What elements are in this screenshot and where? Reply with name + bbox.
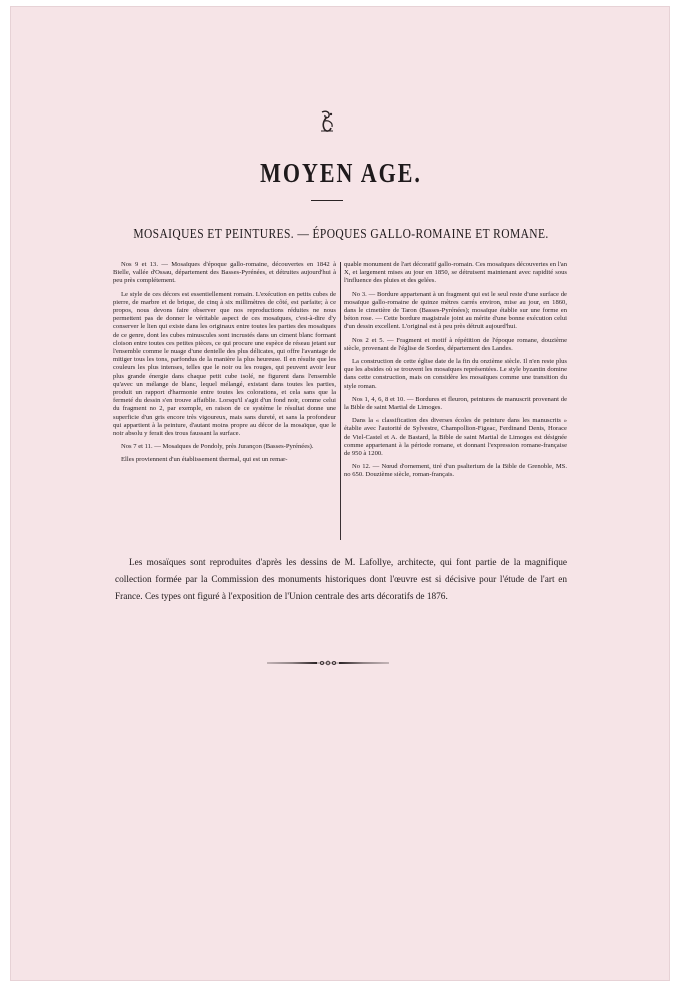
paragraph: No 3. — Bordure appartenant à un fragment qui est le seul reste d'une surface de mosaïque gallo-romaine de quinze mètres carrés environ, mise au jour, en 1860, dans le cimetière de Taron (Basses-Pyrénées); mosaïque établie sur une forme en béton rose. — Cette bordure magistrale joint au mérite d'une bonne exécution celui d'un dessin excellent. L'original est à peu près détruit aujourd'hui. (344, 290, 567, 331)
right-column (344, 261, 567, 480)
document-sheet (10, 6, 670, 981)
page-subtitle: MOSAIQUES ET PEINTURES. — ÉPOQUES GALLO-ROMAINE ET ROMANE. (133, 227, 549, 242)
paragraph: quable monument de l'art décoratif gallo-romain. Ces mosaïques découvertes en l'an X, et largement mises au jour en 1850, se détruisent maintenant avec rapidité sous l'influence des pluies et des gelées. (344, 261, 567, 285)
page-title: MOYEN AGE. (260, 157, 422, 189)
title-rule (311, 200, 343, 201)
paragraph: Elles proviennent d'un établissement thermal, qui est un remar- (121, 456, 288, 464)
ornamental-rule (267, 658, 389, 668)
footnote (115, 555, 567, 606)
paragraph: La construction de cette église date de la fin du onzième siècle. Il n'en reste plus que les absides où se trouvent les mosaïques représentées. Le style byzantin domine dans cette construction, mais on considère les mosaïques comme une transition du style roman. (344, 358, 567, 390)
paragraph: Nos 2 et 5. — Fragment et motif à répétition de l'époque romane, douzième siècle, provenant de l'église de Sordes, département des Landes. (344, 336, 567, 352)
footnote-text: Les mosaïques sont reproduites d'après les dessins de M. Lafollye, architecte, qui font partie de la magnifique collection formée par la Commission des monuments historiques dont l'œuvre est si décisive pour l'étude de l'art en France. Ces types ont figuré à l'exposition de l'Union centrale des arts décoratifs de 1876. (115, 558, 567, 602)
column-divider (340, 262, 341, 540)
paragraph: No 12. — Nœud d'ornement, tiré d'un psalterium de la Bible de Grenoble, MS. no 650. Douzième siècle, roman-français. (344, 463, 567, 479)
paragraph: Nos 1, 4, 6, 8 et 10. — Bordures et fleuron, peintures de manuscrit provenant de la Bible de saint Martial de Limoges. (344, 395, 567, 412)
fleuron-icon (316, 109, 338, 135)
left-column (113, 261, 336, 465)
paragraph: Nos 9 et 13. — Mosaïques d'époque gallo-romaine, découvertes en 1842 à Bielle, vallée d'Ossau, département des Basses-Pyrénées, et détruites aujourd'hui à peu près complétement. (113, 261, 336, 285)
paragraph: Le style de ces décors est essentiellement romain. L'exécution en petits cubes de pierre, de marbre et de brique, de cinq à six millimètres de côté, est parfaite; à ce propos, nous devons faire observer que nos reproductions réduites ne nous permettent pas de donner le véritable aspect de ces mosaïques, c'est-à-dire d'y conserver le lien qui existe dans les originaux entre toutes les parties des mosaïques de ce genre, dont les cubes minuscules sont incrustés dans un ciment blanc formant cloison entre toutes ces petites pièces, ce qui procure une espèce de réseau jetant sur l'ensemble comme le nuage d'une dentelle des plus délicates, qui offre l'avantage de mitiger tous les tons, parfondus de la manière la plus heureuse. Il en résulte que les couleurs les plus intenses, telles que le noir ou les rouges, qui peuvent avoir leur plus grande énergie dans chaque petit cube isolé, ne figurent dans l'ensemble qu'avec un mélange de blanc, lequel mélangé, existant dans toutes les parties, produit un rapport d'harmonie entre toutes les colorations, et cela sans que la fermeté du dessin s'en trouve affaiblie. Lorsqu'il s'agit d'un fond noir, comme celui du fragment no 2, par exemple, en raison de ce système le résultat donne une superficie d'un gris encore très vigoureux, mais sans dureté, et sans la profondeur qui appartient à la peinture, d'autant moins propre au décor de la mosaïque, que le noir absolu y ferait des trous faussant la surface. (113, 290, 336, 438)
paragraph: Nos 7 et 11. — Mosaïques de Pondoly, près Jurançon (Basses-Pyrénées). (121, 443, 314, 451)
paragraph: Dans la « classification des diverses écoles de peinture dans les manuscrits » établie avec l'autorité de Sylvestre, Champollion-Figeac, Ferdinand Denis, Horace de Viel-Castel et A. de Bastard, la Bible de saint Martial de Limoges est désignée comme appartenant à la période romane, et donnant l'expression romane-française de 950 à 1200. (344, 417, 567, 458)
